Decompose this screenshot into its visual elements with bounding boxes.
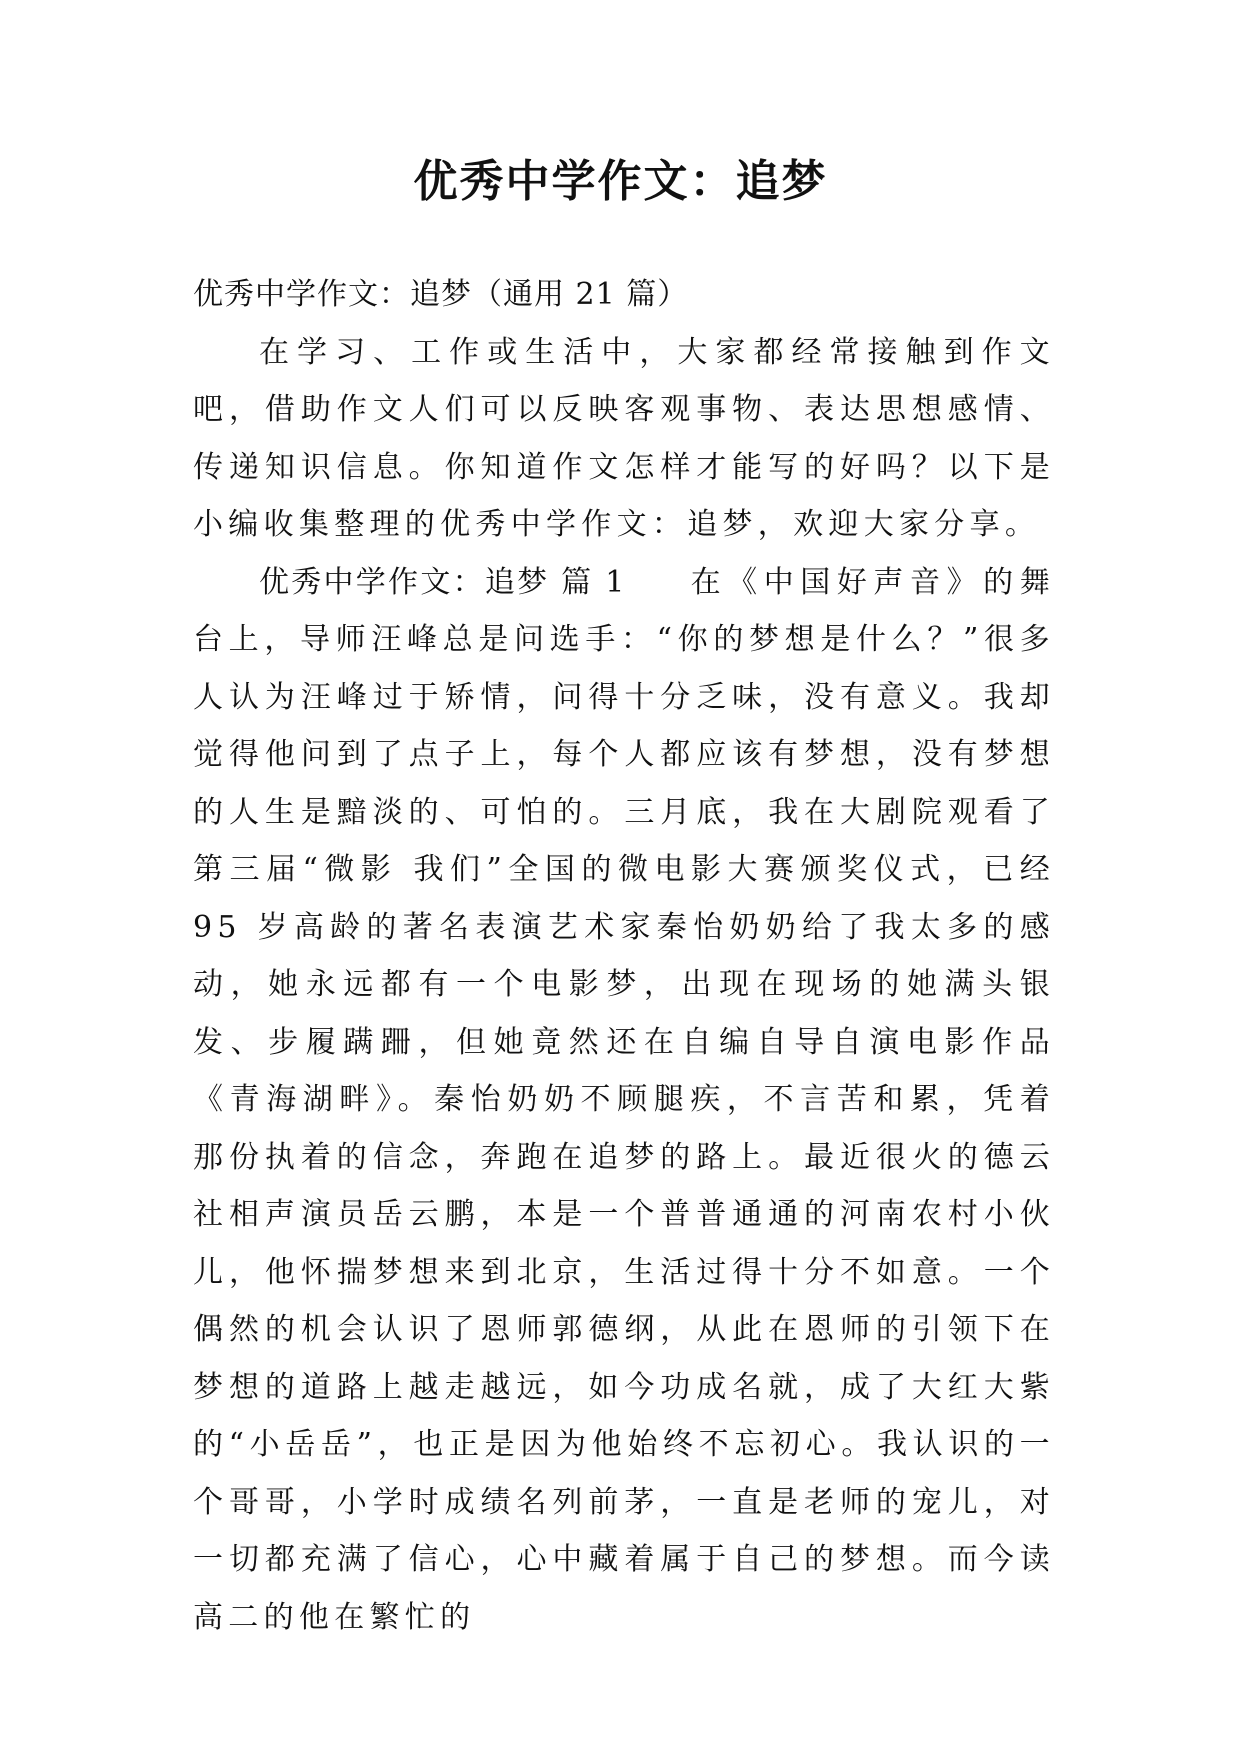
document-subtitle: 优秀中学作文：追梦（通用 21 篇） [193,277,689,312]
section-1-heading: 优秀中学作文：追梦 篇 1 [259,564,626,600]
section-1-body: 在《中国好声音》的舞台上，导师汪峰总是问选手：“你的梦想是什么？”很多人认为汪峰过于矫情，问得十分乏味，没有意义。我却觉得他问到了点子上，每个人都应该有梦想，没有梦想的人生是黯淡的、可怕的。三月底，我在大剧院观看了第三届“微影 我们”全国的微电影大赛颁奖仪式，已经 95 岁高龄的著名表演艺术家秦怡奶奶给了我太多的感动，她永远都有一个电影梦，出现在现场的她满头银发、步履蹒跚，但她竟然还在自编自导自演电影作品《青海湖畔》。秦怡奶奶不顾腿疾，不言苦和累，凭着那份执着的信念，奔跑在追梦的路上。最近很火的德云社相声演员岳云鹏，本是一个普普通通的河南农村小伙儿，他怀揣梦想来到北京，生活过得十分不如意。一个偶然的机会认识了恩师郭德纲，从此在恩师的引领下在梦想的道路上越走越远，如今功成名就，成了大红大紫的“小岳岳”，也正是因为他始终不忘初心。我认识的一个哥哥，小学时成绩名列前茅，一直是老师的宠儿，对一切都充满了信心，心中藏着属于自己的梦想。而今读高二的他在繁忙的 [193,564,1055,1635]
section-1-paragraph [193,554,1055,1647]
document-body [193,266,1055,1646]
intro-paragraph: 在学习、工作或生活中，大家都经常接触到作文吧，借助作文人们可以反映客观事物、表达思想感情、传递知识信息。你知道作文怎样才能写的好吗？以下是小编收集整理的优秀中学作文：追梦，欢迎大家分享。 [193,334,1055,542]
page-title: 优秀中学作文：追梦 [413,156,828,207]
